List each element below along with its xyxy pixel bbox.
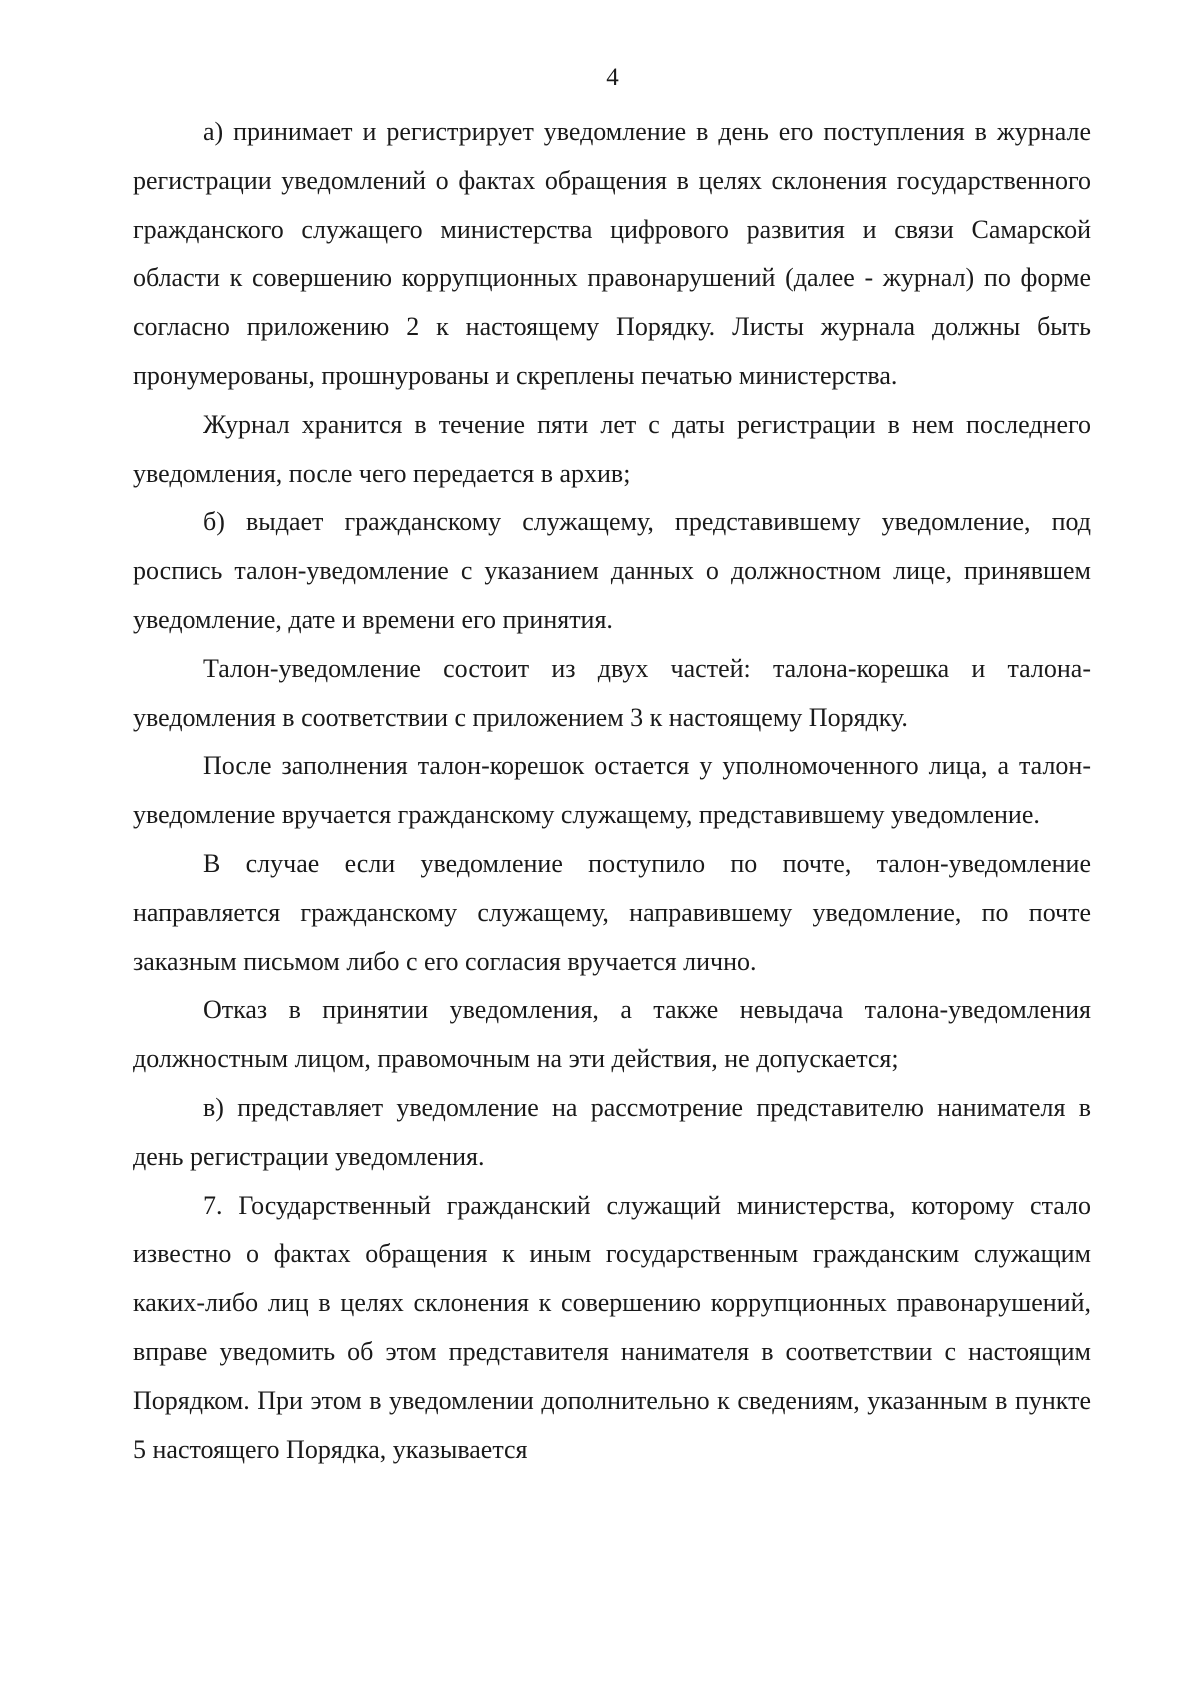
paragraph-journal-storage: Журнал хранится в течение пяти лет с даты регистрации в нем последнего уведомления, после чего передается в архив;	[133, 409, 1091, 488]
page-number: 4	[606, 64, 619, 91]
paragraph-after-filling: После заполнения талон-корешок остается у уполномоченного лица, а талон-уведомление вручается гражданскому служащему, представившему уведомление.	[133, 751, 1091, 830]
paragraph-refusal-not-allowed: Отказ в принятии уведомления, а также невыдача талона-уведомления должностным лицом, правомочным на эти действия, не допускается;	[133, 995, 1091, 1074]
paragraph-v-submit: в) представляет уведомление на рассмотрение представителю нанимателя в день регистрации уведомления.	[133, 1092, 1091, 1171]
document-body	[133, 108, 1091, 1474]
paragraph-b-issue-ticket: б) выдает гражданскому служащему, представившему уведомление, под роспись талон-уведомление с указанием данных о должностном лице, принявшем уведомление, дате и времени его принятия.	[133, 507, 1091, 634]
paragraph-7-other-servants: 7. Государственный гражданский служащий министерства, которому стало известно о фактах обращения к иным государственным гражданским служащим каких-либо лиц в целях склонения к совершению коррупционных правонарушений, вправе уведомить об этом представителя нанимателя в соответствии с настоящим Порядком. При этом в уведомлении дополнительно к сведениям, указанным в пункте 5 настоящего Порядка, указывается	[133, 1190, 1091, 1464]
paragraph-by-mail: В случае если уведомление поступило по почте, талон-уведомление направляется гражданскому служащему, направившему уведомление, по почте заказным письмом либо с его согласия вручается лично.	[133, 848, 1091, 976]
paragraph-ticket-parts: Талон-уведомление состоит из двух частей: талона-корешка и талона-уведомления в соответствии с приложением 3 к настоящему Порядку.	[133, 653, 1091, 732]
paragraph-a-registration: а) принимает и регистрирует уведомление в день его поступления в журнале регистрации уведомлений о фактах обращения в целях склонения государственного гражданского служащего министерства цифрового развития и связи Самарской области к совершению коррупционных правонарушений (далее - журнал) по форме согласно приложению 2 к настоящему Порядку. Листы журнала должны быть пронумерованы, прошнурованы и скреплены печатью министерства.	[133, 117, 1091, 390]
